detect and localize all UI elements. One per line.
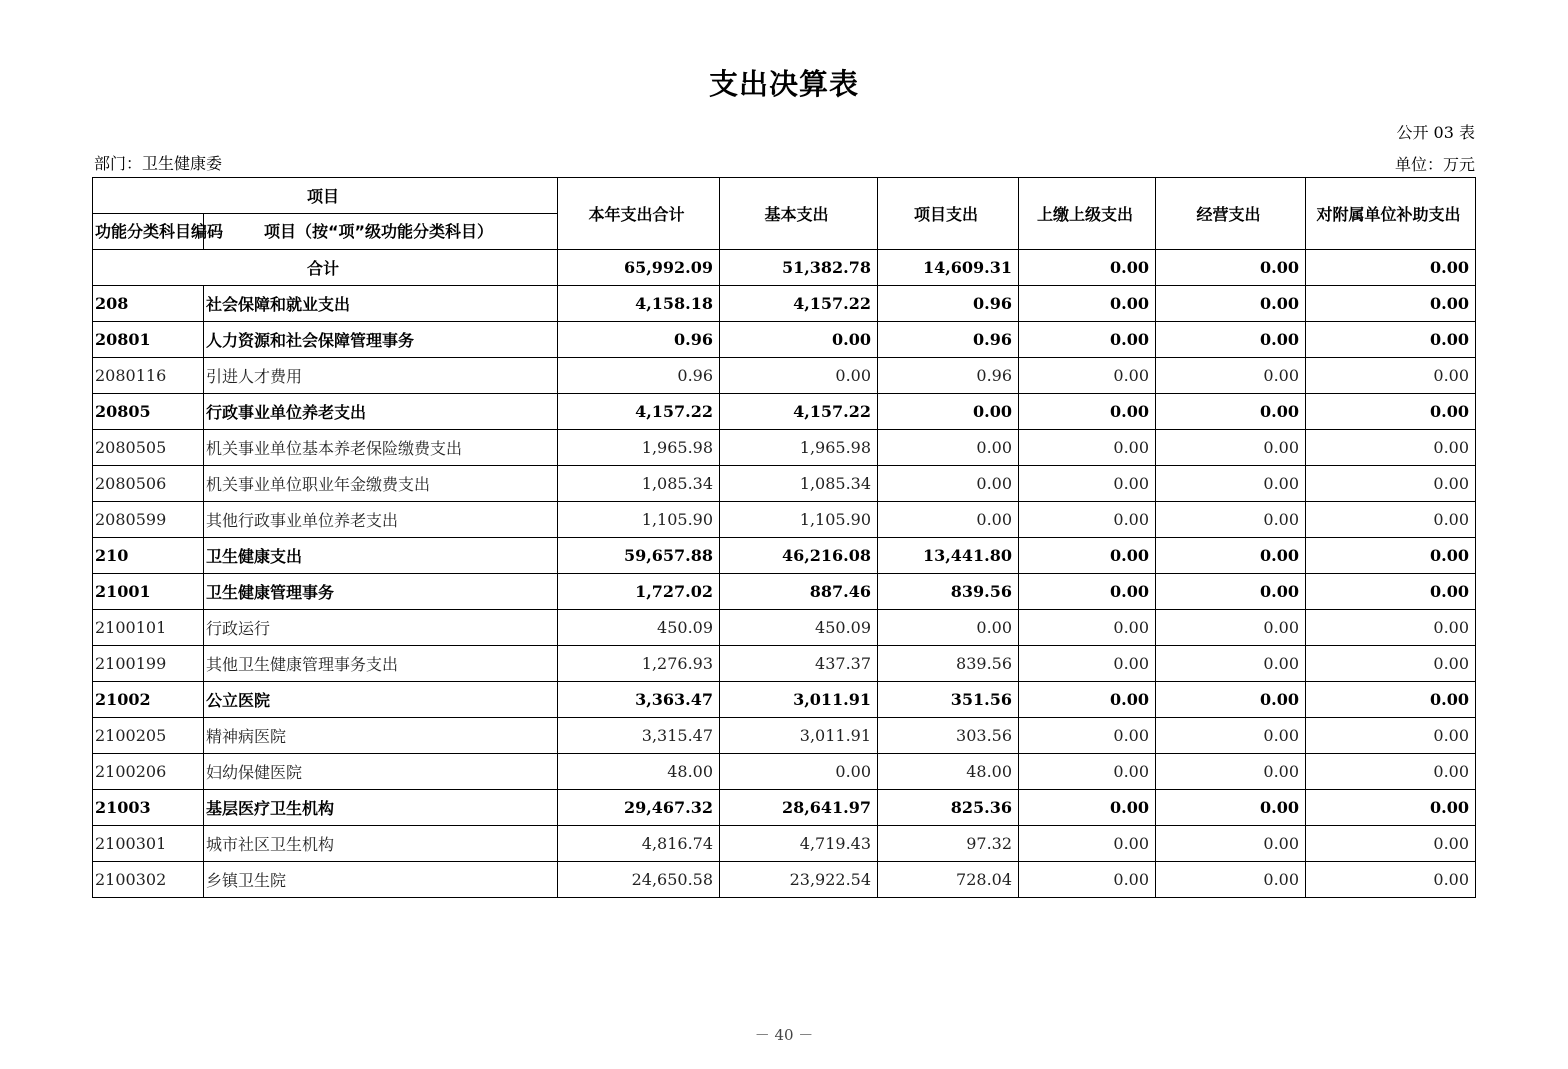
row-value: 0.00: [1156, 610, 1306, 646]
row-value: 24,650.58: [558, 862, 720, 898]
row-code: 2100206: [93, 754, 204, 790]
row-value: 0.96: [878, 358, 1019, 394]
row-value: 1,105.90: [720, 502, 878, 538]
total-value: 65,992.09: [558, 250, 720, 286]
row-value: 1,965.98: [558, 430, 720, 466]
table-row: [93, 862, 1476, 898]
row-name: 乡镇卫生院: [204, 862, 558, 898]
row-value: 728.04: [878, 862, 1019, 898]
table-row: [93, 574, 1476, 610]
row-value: 0.00: [720, 358, 878, 394]
row-value: 0.00: [1019, 826, 1156, 862]
row-value: 0.00: [1306, 394, 1476, 430]
row-value: 97.32: [878, 826, 1019, 862]
total-value: 0.00: [1019, 250, 1156, 286]
header-project-group: 项目: [93, 178, 558, 214]
table-row: [93, 610, 1476, 646]
row-value: 0.96: [878, 322, 1019, 358]
row-name: 基层医疗卫生机构: [204, 790, 558, 826]
row-value: 0.00: [878, 466, 1019, 502]
row-value: 3,011.91: [720, 682, 878, 718]
unit-label: 单位：万元: [1394, 155, 1475, 174]
row-value: 1,276.93: [558, 646, 720, 682]
row-value: 3,315.47: [558, 718, 720, 754]
row-value: 1,085.34: [558, 466, 720, 502]
row-value: 48.00: [878, 754, 1019, 790]
row-value: 0.00: [1156, 574, 1306, 610]
row-code: 2080505: [93, 430, 204, 466]
row-value: 0.00: [720, 754, 878, 790]
row-value: 1,105.90: [558, 502, 720, 538]
row-value: 0.00: [1156, 826, 1306, 862]
table-row: [93, 502, 1476, 538]
row-value: 450.09: [558, 610, 720, 646]
row-value: 0.00: [1156, 286, 1306, 322]
row-code: 210: [93, 538, 204, 574]
row-name: 公立医院: [204, 682, 558, 718]
row-value: 29,467.32: [558, 790, 720, 826]
row-value: 0.00: [1306, 718, 1476, 754]
form-number: 公开 03 表: [1396, 123, 1475, 142]
page-title: 支出决算表: [708, 67, 859, 101]
row-value: 0.00: [1156, 862, 1306, 898]
row-value: 3,011.91: [720, 718, 878, 754]
table-row: [93, 394, 1476, 430]
row-value: 0.00: [1019, 682, 1156, 718]
row-value: 0.00: [1306, 358, 1476, 394]
row-value: 0.00: [1306, 502, 1476, 538]
row-value: 0.00: [1156, 790, 1306, 826]
row-value: 450.09: [720, 610, 878, 646]
row-value: 0.00: [1019, 610, 1156, 646]
row-code: 2080599: [93, 502, 204, 538]
row-value: 825.36: [878, 790, 1019, 826]
total-row: [93, 250, 1476, 286]
table-row: [93, 754, 1476, 790]
table-row: [93, 790, 1476, 826]
row-code: 2080116: [93, 358, 204, 394]
header-total: 本年支出合计: [558, 178, 720, 250]
row-value: 48.00: [558, 754, 720, 790]
row-code: 2080506: [93, 466, 204, 502]
row-value: 0.00: [1306, 322, 1476, 358]
row-value: 0.00: [878, 502, 1019, 538]
row-name: 卫生健康支出: [204, 538, 558, 574]
row-value: 4,157.22: [720, 286, 878, 322]
row-value: 0.96: [558, 358, 720, 394]
table-row: [93, 430, 1476, 466]
table-row: [93, 646, 1476, 682]
row-value: 839.56: [878, 646, 1019, 682]
row-value: 23,922.54: [720, 862, 878, 898]
row-name: 行政事业单位养老支出: [204, 394, 558, 430]
row-value: 0.00: [720, 322, 878, 358]
row-value: 0.00: [1306, 646, 1476, 682]
row-value: 0.96: [558, 322, 720, 358]
table-row: [93, 358, 1476, 394]
row-name: 行政运行: [204, 610, 558, 646]
row-value: 3,363.47: [558, 682, 720, 718]
row-value: 0.96: [878, 286, 1019, 322]
row-value: 4,719.43: [720, 826, 878, 862]
row-value: 0.00: [1306, 466, 1476, 502]
row-value: 13,441.80: [878, 538, 1019, 574]
row-value: 0.00: [1156, 466, 1306, 502]
row-value: 0.00: [1019, 322, 1156, 358]
total-label: 合计: [93, 250, 558, 286]
row-code: 21001: [93, 574, 204, 610]
expenditure-table: [92, 177, 1476, 898]
row-value: 0.00: [1156, 394, 1306, 430]
table-row: [93, 826, 1476, 862]
row-value: 4,158.18: [558, 286, 720, 322]
row-value: 0.00: [1156, 682, 1306, 718]
row-value: 0.00: [878, 610, 1019, 646]
row-name: 其他行政事业单位养老支出: [204, 502, 558, 538]
total-value: 51,382.78: [720, 250, 878, 286]
row-code: 20801: [93, 322, 204, 358]
row-value: 351.56: [878, 682, 1019, 718]
row-code: 2100101: [93, 610, 204, 646]
row-value: 0.00: [878, 394, 1019, 430]
row-name: 精神病医院: [204, 718, 558, 754]
row-value: 0.00: [1306, 790, 1476, 826]
header-project: 项目支出: [878, 178, 1019, 250]
row-code: 21003: [93, 790, 204, 826]
row-value: 1,965.98: [720, 430, 878, 466]
row-value: 839.56: [878, 574, 1019, 610]
total-value: 14,609.31: [878, 250, 1019, 286]
row-name: 机关事业单位职业年金缴费支出: [204, 466, 558, 502]
row-value: 303.56: [878, 718, 1019, 754]
row-code: 20805: [93, 394, 204, 430]
row-value: 0.00: [1019, 394, 1156, 430]
row-value: 0.00: [1019, 862, 1156, 898]
row-name: 妇幼保健医院: [204, 754, 558, 790]
row-value: 437.37: [720, 646, 878, 682]
row-value: 46,216.08: [720, 538, 878, 574]
header-operation: 经营支出: [1156, 178, 1306, 250]
row-name: 社会保障和就业支出: [204, 286, 558, 322]
row-value: 0.00: [1306, 826, 1476, 862]
table-row: [93, 682, 1476, 718]
row-name: 卫生健康管理事务: [204, 574, 558, 610]
row-value: 0.00: [1156, 430, 1306, 466]
row-value: 0.00: [1156, 646, 1306, 682]
row-value: 0.00: [1306, 682, 1476, 718]
row-value: 1,727.02: [558, 574, 720, 610]
header-upper: 上缴上级支出: [1019, 178, 1156, 250]
row-value: 4,157.22: [720, 394, 878, 430]
row-value: 0.00: [1156, 502, 1306, 538]
row-value: 0.00: [1306, 754, 1476, 790]
row-value: 0.00: [1156, 538, 1306, 574]
row-name: 其他卫生健康管理事务支出: [204, 646, 558, 682]
row-value: 0.00: [1306, 286, 1476, 322]
table-row: [93, 466, 1476, 502]
row-code: 2100199: [93, 646, 204, 682]
row-value: 0.00: [1019, 430, 1156, 466]
table-row: [93, 718, 1476, 754]
header-basic: 基本支出: [720, 178, 878, 250]
table-row: [93, 286, 1476, 322]
row-value: 0.00: [1019, 538, 1156, 574]
row-value: 0.00: [1019, 646, 1156, 682]
row-code: 208: [93, 286, 204, 322]
row-value: 28,641.97: [720, 790, 878, 826]
row-value: 0.00: [1019, 754, 1156, 790]
row-name: 人力资源和社会保障管理事务: [204, 322, 558, 358]
row-value: 0.00: [1019, 466, 1156, 502]
row-value: 0.00: [1156, 322, 1306, 358]
row-value: 0.00: [878, 430, 1019, 466]
row-name: 城市社区卫生机构: [204, 826, 558, 862]
row-value: 887.46: [720, 574, 878, 610]
row-value: 0.00: [1019, 358, 1156, 394]
row-value: 0.00: [1306, 538, 1476, 574]
row-value: 0.00: [1156, 358, 1306, 394]
table-row: [93, 322, 1476, 358]
table-row: [93, 538, 1476, 574]
row-value: 0.00: [1019, 790, 1156, 826]
total-value: 0.00: [1156, 250, 1306, 286]
row-code: 21002: [93, 682, 204, 718]
row-value: 0.00: [1306, 574, 1476, 610]
row-value: 0.00: [1019, 574, 1156, 610]
total-value: 0.00: [1306, 250, 1476, 286]
row-value: 0.00: [1306, 862, 1476, 898]
row-value: 1,085.34: [720, 466, 878, 502]
row-value: 0.00: [1306, 610, 1476, 646]
header-name: 项目（按“项”级功能分类科目）: [204, 214, 558, 250]
row-value: 4,816.74: [558, 826, 720, 862]
table-body: [93, 250, 1476, 898]
row-value: 0.00: [1019, 718, 1156, 754]
department-label: 部门：卫生健康委: [94, 154, 223, 173]
row-value: 0.00: [1019, 286, 1156, 322]
row-value: 59,657.88: [558, 538, 720, 574]
page-number: － 40 －: [754, 1026, 814, 1044]
row-value: 0.00: [1156, 718, 1306, 754]
row-value: 4,157.22: [558, 394, 720, 430]
row-value: 0.00: [1306, 430, 1476, 466]
row-code: 2100205: [93, 718, 204, 754]
row-value: 0.00: [1019, 502, 1156, 538]
header-code: 功能分类科目编码: [93, 214, 204, 250]
row-code: 2100302: [93, 862, 204, 898]
row-name: 机关事业单位基本养老保险缴费支出: [204, 430, 558, 466]
header-subsidy: 对附属单位补助支出: [1306, 178, 1476, 250]
row-code: 2100301: [93, 826, 204, 862]
row-value: 0.00: [1156, 754, 1306, 790]
row-name: 引进人才费用: [204, 358, 558, 394]
